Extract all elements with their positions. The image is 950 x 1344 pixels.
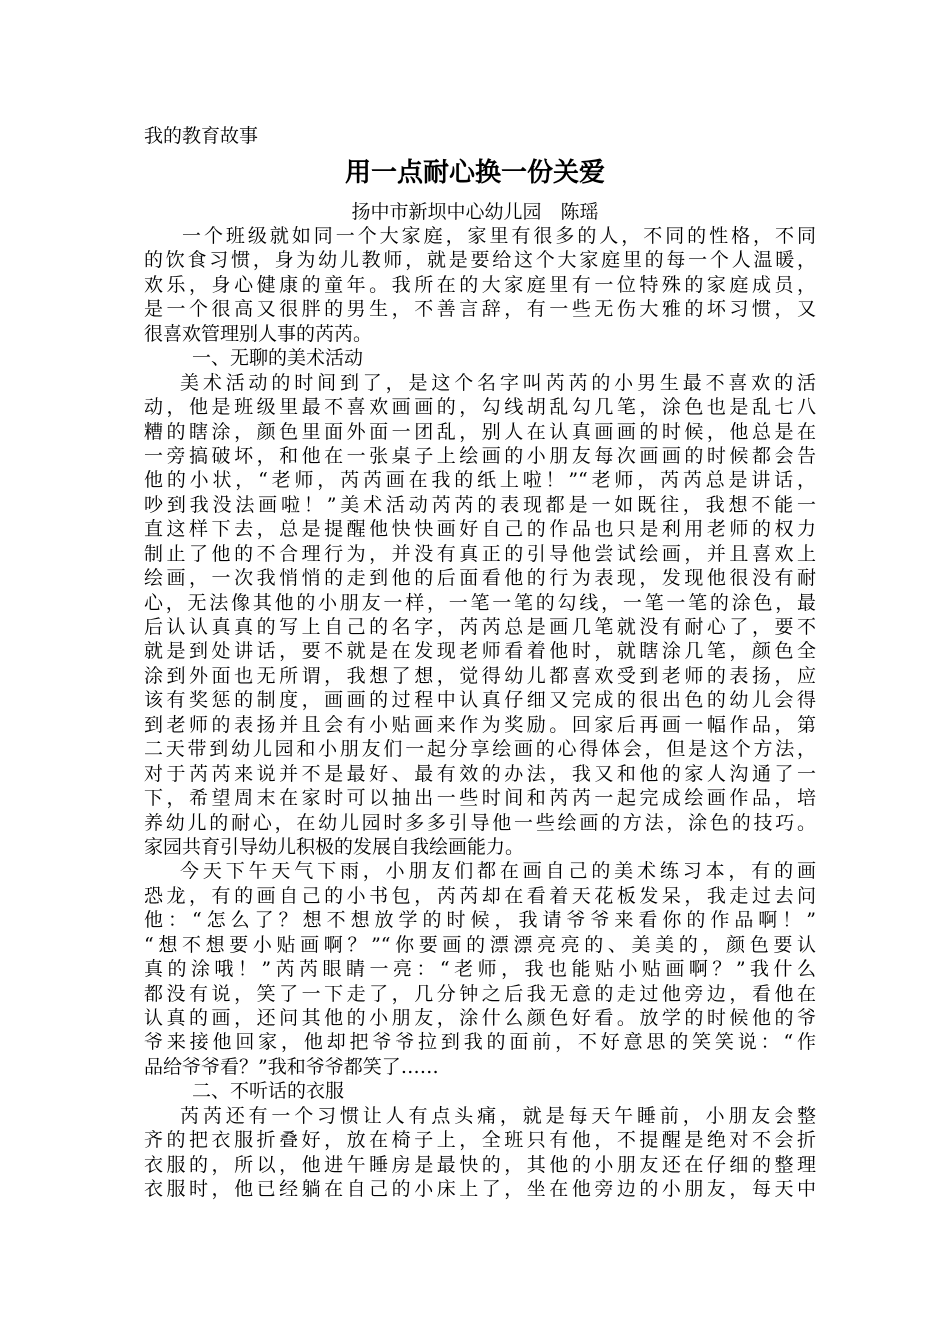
author-byline: 扬中市新坝中心幼儿园 陈瑶	[351, 201, 599, 223]
page-title: 用一点耐心换一份关爱	[344, 158, 605, 188]
body-line: 绘画，一次我悄悄的走到他的后面看他的行为表现，发现他很没有耐	[144, 567, 816, 590]
body-line: 很喜欢管理别人事的芮芮。	[144, 322, 373, 345]
body-line: 涂到外面也无所谓，我想了想，觉得幼儿都喜欢受到老师的表扬，应	[144, 664, 816, 687]
body-line: 下，希望周末在家时可以抽出一些时间和芮芮一起完成绘画作品，培	[144, 787, 816, 810]
body-line: 家园共育引导幼儿积极的发展自我绘画能力。	[144, 835, 525, 858]
body-line: 他的小状，“老师，芮芮画在我的纸上啦！”“老师，芮芮总是讲话，	[144, 469, 816, 492]
body-line: “想不想要小贴画啊？”“你要画的漂漂亮亮的、美美的，颜色要认	[144, 933, 816, 956]
body-line: 就是到处讲话，要不就是在发现老师看着他时，就瞎涂几笔，颜色全	[144, 640, 816, 663]
body-line: 的饮食习惯，身为幼儿教师，就是要给这个大家庭里的每一个人温暖，	[144, 249, 816, 272]
body-line: 一旁搞破坏，和他在一张桌子上绘画的小朋友每次画画的时候都会告	[144, 444, 816, 467]
body-line: 齐的把衣服折叠好，放在椅子上，全班只有他，不提醒是绝对不会折	[144, 1129, 816, 1152]
body-line: 糟的瞎涂，颜色里面外面一团乱，别人在认真画画的时候，他总是在	[144, 420, 816, 443]
body-line: 一、无聊的美术活动	[192, 347, 364, 370]
body-line: 美术活动的时间到了，是这个名字叫芮芮的小男生最不喜欢的活	[180, 371, 816, 394]
body-line: 动，他是班级里最不喜欢画画的，勾线胡乱勾几笔，涂色也是乱七八	[144, 396, 816, 419]
body-line: 该有奖惩的制度，画画的过程中认真仔细又完成的很出色的幼儿会得	[144, 689, 816, 712]
body-line: 一个班级就如同一个大家庭，家里有很多的人，不同的性格，不同	[182, 225, 816, 247]
body-line: 养幼儿的耐心，在幼儿园时多多引导他一些绘画的方法，涂色的技巧。	[144, 811, 816, 834]
body-line: 是一个很高又很胖的男生，不善言辞，有一些无伤大雅的坏习惯，又	[144, 298, 816, 321]
body-line: 真的涂哦！”芮芮眼睛一亮：“老师，我也能贴小贴画啊？”我什么	[144, 958, 816, 981]
body-line: 衣服时，他已经躺在自己的小床上了，坐在他旁边的小朋友，每天中	[144, 1178, 816, 1201]
body-line: 对于芮芮来说并不是最好、最有效的办法，我又和他的家人沟通了一	[144, 762, 816, 785]
body-line: 今天下午天气下雨，小朋友们都在画自己的美术练习本，有的画	[180, 860, 816, 883]
body-line: 吵到我没法画啦！”美术活动芮芮的表现都是一如既往，我想不能一	[144, 493, 816, 516]
body-line: 都没有说，笑了一下走了，几分钟之后我无意的走过他旁边，看他在	[144, 982, 816, 1005]
body-line: 衣服的，所以，他进午睡房是最快的，其他的小朋友还在仔细的整理	[144, 1153, 816, 1176]
body-line: 爷来接他回家，他却把爷爷拉到我的面前，不好意思的笑笑说：“作	[144, 1031, 816, 1054]
article-body	[144, 224, 816, 1202]
body-line: 心，无法像其他的小朋友一样，一笔一笔的勾线，一笔一笔的涂色，最	[144, 591, 816, 614]
body-line: 二、不听话的衣服	[192, 1080, 345, 1103]
body-line: 直这样下去，总是提醒他快快画好自己的作品也只是利用老师的权力	[144, 518, 816, 541]
body-line: 欢乐，身心健康的童年。我所在的大家庭里有一位特殊的家庭成员，	[144, 273, 816, 296]
body-line: 他：“怎么了？想不想放学的时候，我请爷爷来看你的作品啊！”	[144, 909, 816, 932]
body-line: 恐龙，有的画自己的小书包，芮芮却在看着天花板发呆，我走过去问	[144, 884, 816, 907]
series-label: 我的教育故事	[144, 125, 259, 147]
body-line: 认真的画，还问其他的小朋友，涂什么颜色好看。放学的时候他的爷	[144, 1007, 816, 1029]
body-line: 芮芮还有一个习惯让人有点头痛，就是每天午睡前，小朋友会整	[180, 1104, 816, 1127]
body-line: 二天带到幼儿园和小朋友们一起分享绘画的心得体会，但是这个方法，	[144, 738, 816, 761]
body-line: 后认认真真的写上自己的名字，芮芮总是画几笔就没有耐心了，要不	[144, 616, 816, 638]
body-line: 制止了他的不合理行为，并没有真正的引导他尝试绘画，并且喜欢上	[144, 542, 816, 565]
body-line: 品给爷爷看？”我和爷爷都笑了……	[144, 1055, 439, 1078]
body-line: 到老师的表扬并且会有小贴画来作为奖励。回家后再画一幅作品，第	[144, 713, 816, 736]
